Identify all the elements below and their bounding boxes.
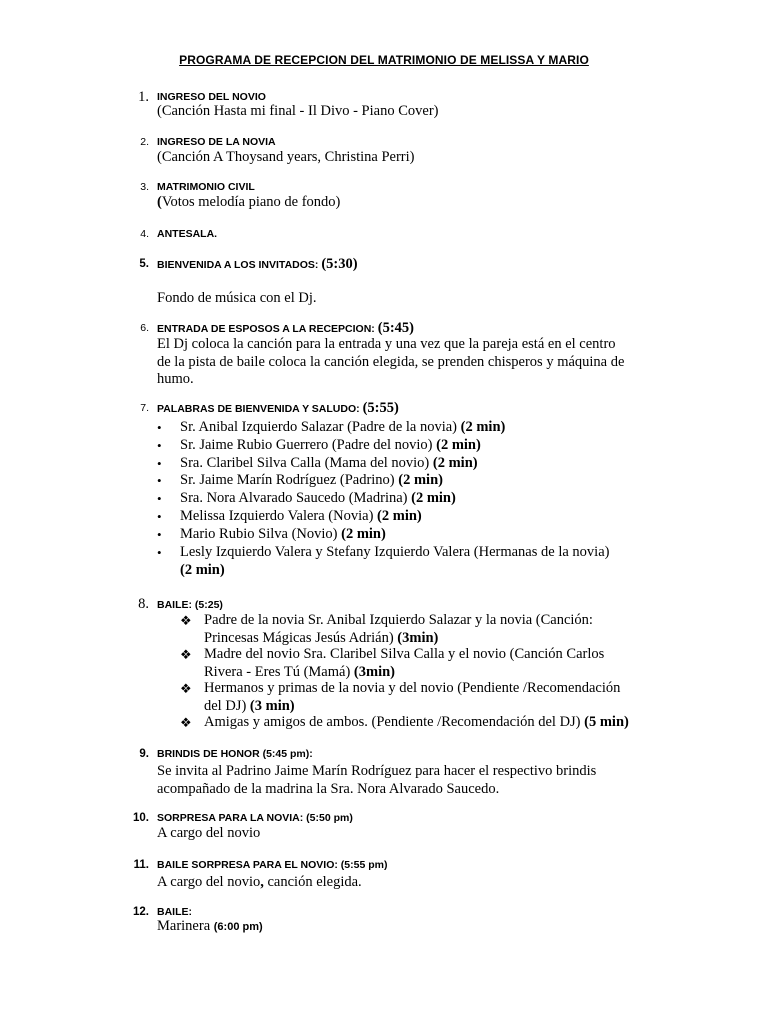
section-number: 9. xyxy=(139,748,149,760)
section-number: 6. xyxy=(140,322,149,334)
text-line: Se invita al Padrino Jaime Marín Rodríguez para hacer el respectivo brindis xyxy=(157,763,597,779)
section-time: (6:00 pm) xyxy=(213,921,263,933)
section-heading: INGRESO DE LA NOVIA xyxy=(157,136,276,148)
section-text: (Canción Hasta mi final - Il Divo - Piano Cover) xyxy=(157,103,439,119)
section-text xyxy=(157,763,697,798)
heading-text: BIENVENIDA A LOS INVITADOS: xyxy=(157,259,319,271)
section-text xyxy=(157,874,657,892)
item-text: Sr. Anibal Izquierdo Salazar (Padre de la novia) xyxy=(180,419,461,435)
item-text: Hermanos y primas de la novia y del novio (Pendiente /Recomendación xyxy=(204,680,621,696)
section-heading: SORPRESA PARA LA NOVIA: (5:50 pm) xyxy=(157,812,353,824)
section-heading: MATRIMONIO CIVIL xyxy=(157,181,255,193)
item-text: Mario Rubio Silva (Novio) xyxy=(180,526,342,542)
section-text: (Canción A Thoysand years, Christina Perri) xyxy=(157,149,415,165)
open-paren: ( xyxy=(157,194,162,210)
text-line: de la pista de baile coloca la canción elegida, se prenden chisperos y máquina de xyxy=(157,353,625,370)
bullet-icon: • xyxy=(157,473,162,488)
item-text: Lesly Izquierdo Valera y Stefany Izquierdo Valera (Hermanas de la novia) xyxy=(180,544,610,560)
section-number: 10. xyxy=(133,812,149,824)
section-heading xyxy=(157,256,358,273)
item-duration: (2 min) xyxy=(436,437,481,453)
text-span: Marinera xyxy=(157,918,214,934)
item-duration: (2 min) xyxy=(432,455,478,471)
section-heading: BRINDIS DE HONOR (5:45 pm): xyxy=(157,748,313,760)
diamond-bullet-icon: ❖ xyxy=(180,681,192,696)
item-text: Sra. Claribel Silva Calla (Mama del novio) xyxy=(180,455,433,471)
section-time: (5:55) xyxy=(362,400,399,416)
item-duration: (3min) xyxy=(397,629,439,646)
section-time: (5:45) xyxy=(377,320,414,336)
item-text: Amigas y amigos de ambos. (Pendiente /Recomendación del DJ) xyxy=(204,714,585,730)
section-number: 3. xyxy=(140,181,149,193)
item-duration: (5 min) xyxy=(584,714,629,730)
text-line: El Dj coloca la canción para la entrada y una vez que la pareja está en el centro xyxy=(157,336,616,352)
bullet-icon: • xyxy=(157,545,162,560)
diamond-bullet-icon: ❖ xyxy=(180,613,192,628)
bullet-icon: • xyxy=(157,420,162,435)
bullet-icon: • xyxy=(157,509,162,524)
bullet-icon: • xyxy=(157,438,162,453)
section-time: (5:30) xyxy=(321,256,358,272)
item-text: Princesas Mágicas Jesús Adrián) xyxy=(204,629,398,646)
section-heading xyxy=(157,320,414,337)
section-text xyxy=(157,918,657,937)
text-span: A cargo del novio xyxy=(157,874,261,890)
item-text: Sr. Jaime Marín Rodríguez (Padrino) xyxy=(180,472,399,488)
heading-text: ENTRADA DE ESPOSOS A LA RECEPCION: xyxy=(157,323,375,335)
item-text: Melissa Izquierdo Valera (Novia) xyxy=(180,508,378,524)
bullet-icon: • xyxy=(157,456,162,471)
section-number: 4. xyxy=(140,228,149,240)
section-heading: BAILE: (5:25) xyxy=(157,599,223,611)
section-text xyxy=(157,194,657,212)
item-duration: (2 min) xyxy=(180,561,225,578)
section-heading: BAILE SORPRESA PARA EL NOVIO: (5:55 pm) xyxy=(157,859,388,871)
section-text: Fondo de música con el Dj. xyxy=(157,290,317,306)
item-duration: (2 min) xyxy=(411,490,456,506)
section-number: 2. xyxy=(140,136,149,148)
text-line: acompañado de la madrina la Sra. Nora Alvarado Saucedo. xyxy=(157,780,500,797)
section-heading: BAILE: xyxy=(157,906,192,918)
item-text: Madre del novio Sra. Claribel Silva Calla y el novio (Canción Carlos xyxy=(204,646,605,662)
text-line: humo. xyxy=(157,371,194,387)
section-number: 7. xyxy=(140,402,149,414)
section-number: 12. xyxy=(133,906,149,918)
item-duration: (2 min) xyxy=(398,472,443,488)
item-duration: (3min) xyxy=(353,663,396,680)
text-span: Votos melodía piano de fondo) xyxy=(161,194,341,210)
item-text: Sr. Jaime Rubio Guerrero (Padre del novio) xyxy=(180,437,437,453)
section-heading: INGRESO DEL NOVIO xyxy=(157,91,266,103)
diamond-bullet-icon: ❖ xyxy=(180,647,192,662)
comma: , xyxy=(260,874,264,890)
item-duration: (2 min) xyxy=(341,526,386,542)
bullet-icon: • xyxy=(157,491,162,506)
text-span: canción elegida. xyxy=(263,874,362,890)
document-title: PROGRAMA DE RECEPCION DEL MATRIMONIO DE MELISSA Y MARIO xyxy=(179,53,589,67)
section-number: 11. xyxy=(133,859,149,871)
section-number: 1. xyxy=(138,89,149,105)
heading-text: PALABRAS DE BIENVENIDA Y SALUDO: xyxy=(157,403,360,415)
item-duration: (2 min) xyxy=(460,419,506,435)
item-duration: (2 min) xyxy=(377,508,422,524)
section-number: 8. xyxy=(138,596,149,612)
item-duration: (3 min) xyxy=(249,697,295,714)
section-text: A cargo del novio xyxy=(157,825,261,841)
section-text xyxy=(157,336,677,389)
item-text: Rivera - Eres Tú (Mamá) xyxy=(204,663,354,680)
item-text: Sra. Nora Alvarado Saucedo (Madrina) xyxy=(180,490,412,506)
section-number: 5. xyxy=(139,258,149,270)
bullet-icon: • xyxy=(157,527,162,542)
section-heading: ANTESALA. xyxy=(157,228,218,240)
item-text: del DJ) xyxy=(204,697,250,714)
item-text: Padre de la novia Sr. Anibal Izquierdo Salazar y la novia (Canción: xyxy=(204,612,593,628)
section-heading xyxy=(157,400,399,417)
diamond-bullet-icon: ❖ xyxy=(180,715,192,730)
